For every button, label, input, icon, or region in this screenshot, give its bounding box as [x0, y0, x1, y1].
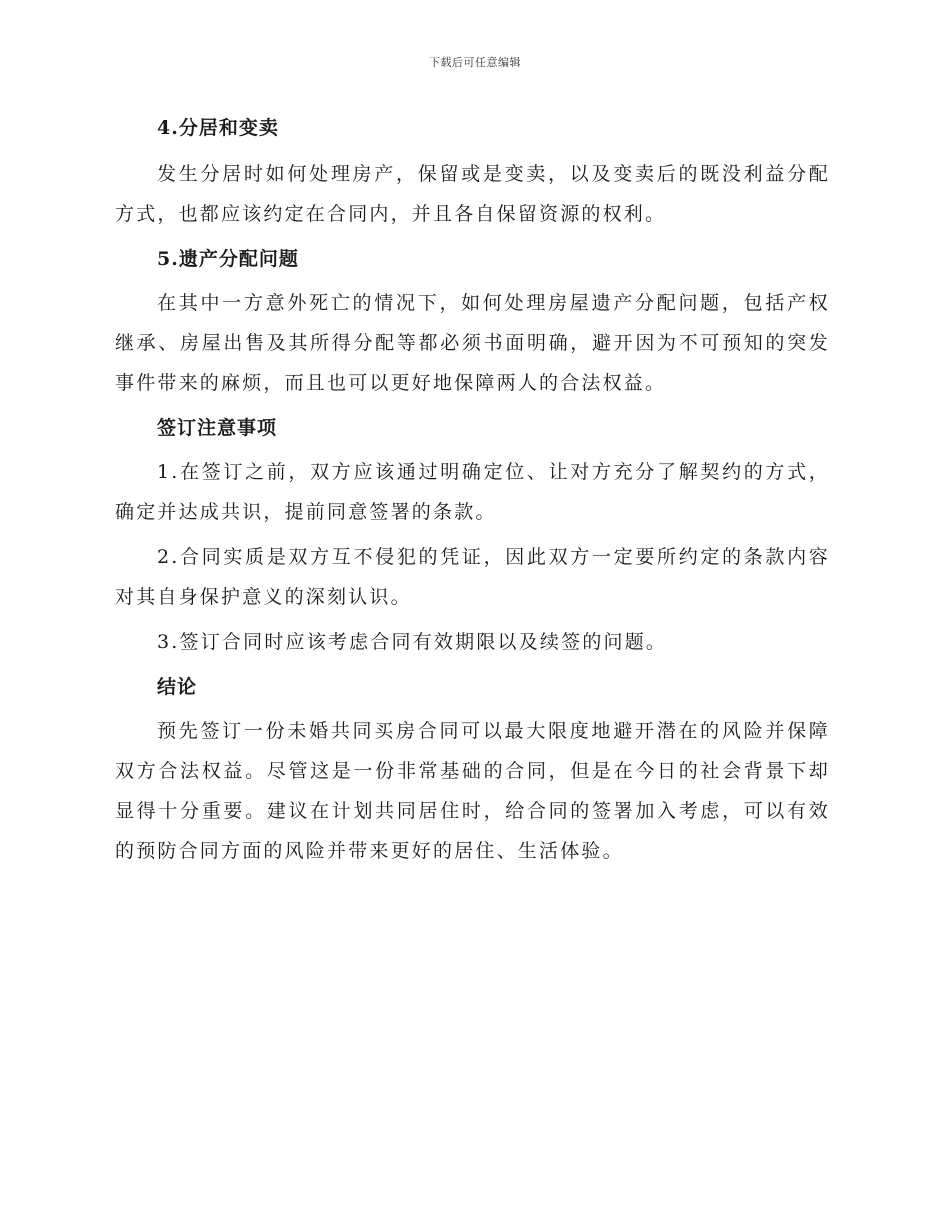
document-body — [115, 108, 830, 871]
section-heading-5: 5.遗产分配问题 — [157, 248, 299, 270]
notes-item-2: 2.合同实质是双方互不侵犯的凭证，因此双方一定要所约定的条款内容对其自身保护意义的深刻认识。 — [115, 546, 830, 608]
section-heading-notes: 签订注意事项 — [157, 417, 278, 439]
notes-item-3: 3.签订合同时应该考虑合同有效期限以及续签的问题。 — [157, 631, 668, 653]
header-note: 下载后可任意编辑 — [429, 56, 521, 69]
section-paragraph-4: 发生分居时如何处理房产，保留或是变卖，以及变卖后的既没利益分配方式，也都应该约定在合同内，并且各自保留资源的权利。 — [115, 163, 830, 225]
section-heading-conclusion: 结论 — [157, 676, 198, 698]
conclusion-paragraph: 预先签订一份未婚共同买房合同可以最大限度地避开潜在的风险并保障双方合法权益。尽管这是一份非常基础的合同，但是在今日的社会背景下却显得十分重要。建议在计划共同居住时，给合同的签署加入考虑，可以有效的预防合同方面的风险并带来更好的居住、生活体验。 — [115, 720, 830, 862]
notes-item-1: 1.在签订之前，双方应该通过明确定位、让对方充分了解契约的方式，确定并达成共识，提前同意签署的条款。 — [115, 461, 830, 523]
section-heading-4: 4.分居和变卖 — [157, 117, 279, 139]
section-paragraph-5: 在其中一方意外死亡的情况下，如何处理房屋遗产分配问题，包括产权继承、房屋出售及其所得分配等都必须书面明确，避开因为不可预知的突发事件带来的麻烦，而且也可以更好地保障两人的合法权益。 — [115, 292, 830, 394]
